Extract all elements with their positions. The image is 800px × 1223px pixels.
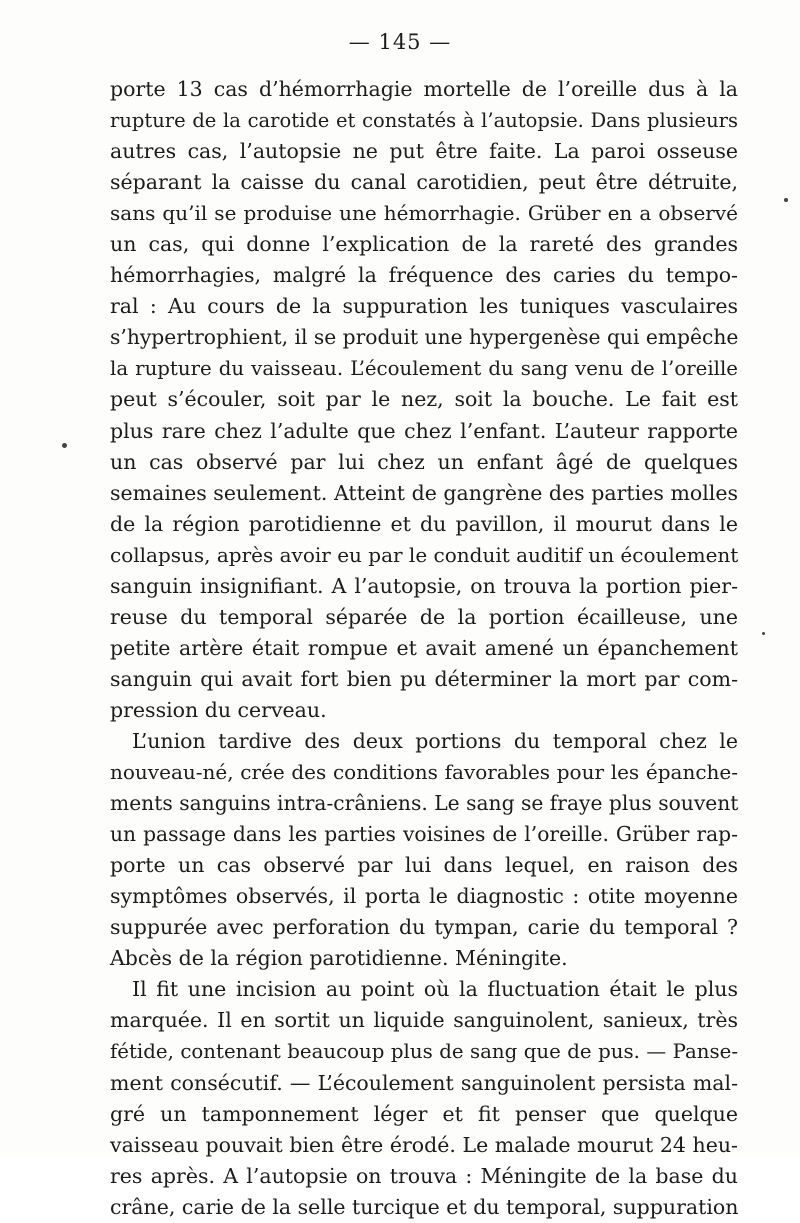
- text-line: nouveau-né, crée des conditions favorables pour les épanche-: [110, 760, 738, 785]
- text-line: suppurée avec perforation du tympan, carie du temporal ?: [110, 915, 738, 940]
- text-line: collapsus, après avoir eu par le conduit auditif un écoulement: [110, 542, 739, 567]
- text-line: rupture de la carotide et constatés à l’autopsie. Dans plusieurs: [110, 109, 738, 133]
- text-line: ments sanguins intra-crâniens. Le sang se fraye plus souvent: [110, 791, 739, 816]
- page-number: — 145 —: [348, 30, 452, 54]
- text-line: marquée. Il en sortit un liquide sanguinolent, sanieux, très: [110, 1008, 738, 1033]
- text-line: ral : Au cours de la suppuration les tuniques vasculaires: [110, 294, 738, 319]
- text-line: semaines seulement. Atteint de gangrène des parties molles: [110, 480, 738, 505]
- text-line: crâne, carie de la selle turcique et du temporal, suppuration: [110, 1194, 739, 1219]
- text-line: peut s’écouler, soit par le nez, soit la bouche. Le fait est: [110, 387, 738, 412]
- text-line: vaisseau pouvait bien être érodé. Le malade mourut 24 heu-: [110, 1132, 738, 1157]
- text-line: un cas observé par lui chez un enfant âgé de quelques: [110, 449, 738, 474]
- text-line: pression du cerveau.: [110, 697, 327, 722]
- paragraph-first-line: Il fit une incision au point où la fluctuation était le plus: [132, 977, 738, 1002]
- text-line: petite artère était rompue et avait amené un épanchement: [110, 635, 738, 660]
- text-line: sans qu’il se produise une hémorrhagie. Grüber en a observé: [110, 201, 738, 226]
- ink-speck: [784, 198, 788, 202]
- text-line: symptômes observés, il porta le diagnostic : otite moyenne: [110, 884, 738, 909]
- text-line: sanguin insignifiant. A l’autopsie, on trouva la portion pier-: [110, 573, 738, 598]
- paragraph-first-line: L’union tardive des deux portions du temporal chez le: [132, 728, 738, 753]
- text-line: plus rare chez l’adulte que chez l’enfant. L’auteur rapporte: [110, 418, 738, 443]
- text-line: fétide, contenant beaucoup plus de sang que de pus. — Panse-: [110, 1040, 738, 1064]
- text-line: un passage dans les parties voisines de l’oreille. Grüber rap-: [110, 822, 738, 847]
- text-line: reuse du temporal séparée de la portion écailleuse, une: [110, 604, 738, 629]
- text-line: res après. A l’autopsie on trouva : Méningite de la base du: [110, 1163, 738, 1188]
- ink-speck: [62, 443, 67, 448]
- text-line: autres cas, l’autopsie ne put être faite. La paroi osseuse: [110, 139, 738, 164]
- text-line: porte un cas observé par lui dans lequel, en raison des: [110, 853, 738, 878]
- text-line: de la région parotidienne et du pavillon, il mourut dans le: [110, 511, 738, 536]
- text-line: séparant la caisse du canal carotidien, peut être détruite,: [110, 170, 738, 195]
- text-line: Abcès de la région parotidienne. Méningite.: [110, 946, 568, 971]
- text-line: la rupture du vaisseau. L’écoulement du sang venu de l’oreille: [110, 357, 738, 381]
- text-line: hémorrhagies, malgré la fréquence des caries du tempo-: [110, 263, 738, 288]
- text-line: porte 13 cas d’hémorrhagie mortelle de l’oreille dus à la: [110, 77, 738, 101]
- text-line: un cas, qui donne l’explication de la rareté des grandes: [110, 232, 738, 257]
- ink-speck: [762, 632, 765, 635]
- text-line: gré un tamponnement léger et fit penser que quelque: [110, 1101, 738, 1126]
- body-text: [110, 74, 738, 1223]
- text-line: sanguin qui avait fort bien pu déterminer la mort par com-: [110, 666, 738, 691]
- text-line: s’hypertrophient, il se produit une hypergenèse qui empêche: [110, 325, 739, 350]
- text-line: ment consécutif. — L’écoulement sanguinolent persista mal-: [110, 1070, 738, 1095]
